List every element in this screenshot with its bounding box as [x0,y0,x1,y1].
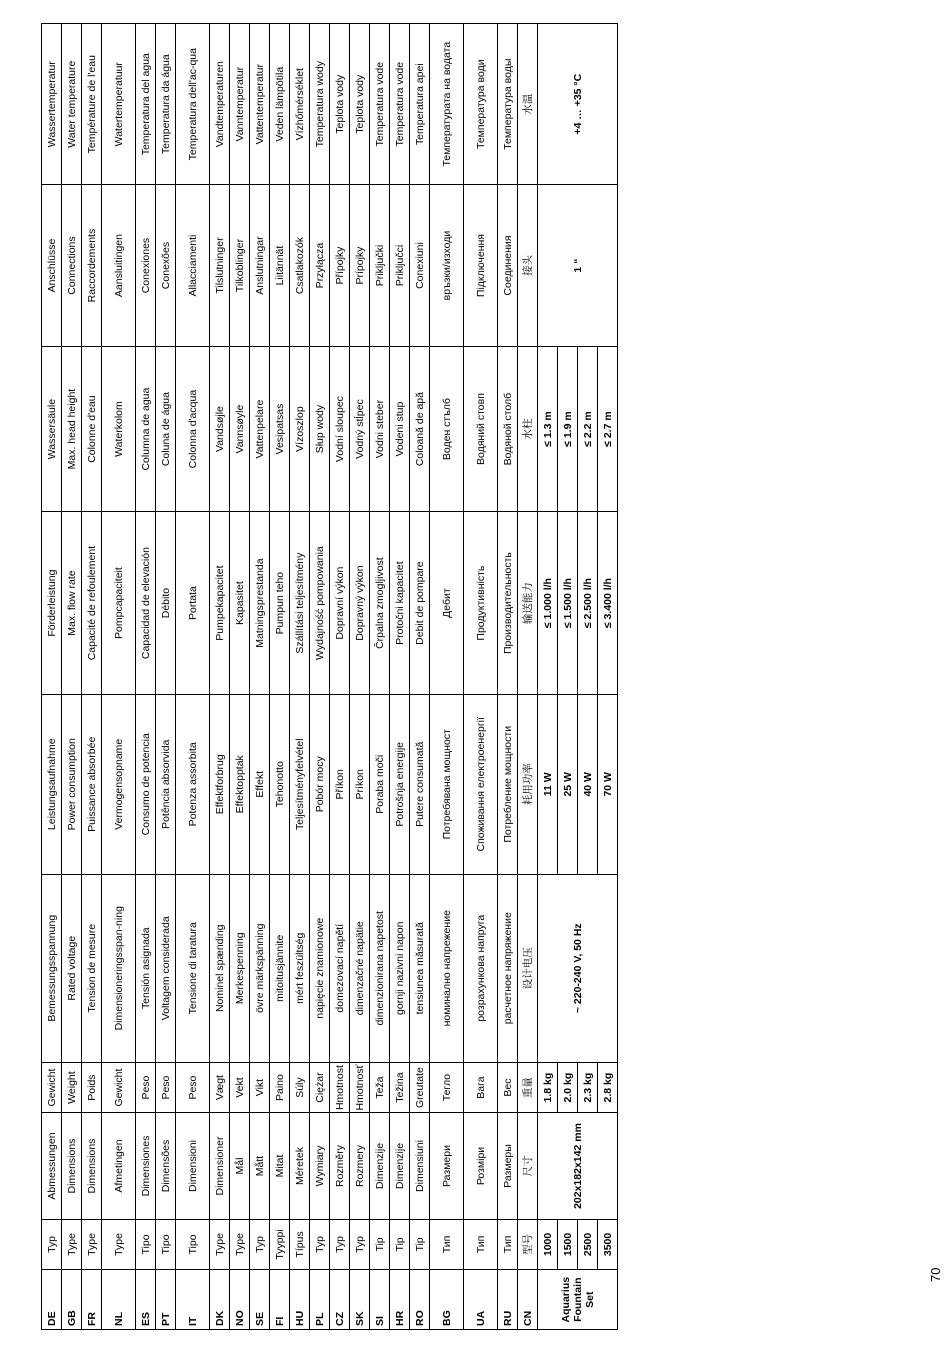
cell-type: Típus [290,1219,310,1270]
cell-type: 型号 [518,1219,538,1270]
cell-head: Coluna de água [156,346,176,512]
cell-type: Typ [250,1219,270,1270]
cell-voltage: dimenzionirana napetost [370,874,390,1062]
cell-head: Vodni steber [370,346,390,512]
row-gb [62,24,82,1330]
cell-flow: Max. flow rate [62,512,82,694]
cell-dimensions: Mått [250,1113,270,1219]
cell-voltage: Tension de mesure [82,874,102,1062]
cell-power: Potência absorvida [156,694,176,874]
cell-voltage: Tensión asignada [136,874,156,1062]
model-flow: ≤ 2.500 l/h [578,512,598,694]
cell-head: Colonne d'eau [82,346,102,512]
row-de [42,24,62,1330]
cell-flow: Дебит [430,512,464,694]
cell-power: 耗用功率 [518,694,538,874]
cell-power: Power consumption [62,694,82,874]
cell-power: Effekt [250,694,270,874]
cell-voltage: mért feszültség [290,874,310,1062]
cell-weight: Peso [176,1062,210,1113]
row-cz [330,24,350,1330]
cell-voltage: Voltagem considerada [156,874,176,1062]
row-hr [390,24,410,1330]
cell-flow: Dopravný výkon [350,512,370,694]
cell-dimensions: Afmetingen [102,1113,136,1219]
cell-power: Effektopptak [230,694,250,874]
cell-temperature: Temperatura wody [310,24,330,185]
cell-type: Tipo [156,1219,176,1270]
cell-head: Waterkolom [102,346,136,512]
cell-type: Type [102,1219,136,1270]
cell-power: Príkon [350,694,370,874]
cell-dimensions: 尺寸 [518,1113,538,1219]
row-ro [410,24,430,1330]
cell-voltage: Dimensioneringsspan-ning [102,874,136,1062]
cell-power: Effektforbrug [210,694,230,874]
model-type: 1500 [558,1219,578,1270]
cell-temperature: Vandtemperaturen [210,24,230,185]
cell-type: Tip [410,1219,430,1270]
cell-weight: Hmotnost [330,1062,350,1113]
cell-type: Typ [330,1219,350,1270]
cell-dimensions: Dimensiuni [410,1113,430,1219]
cell-weight: Greutate [410,1062,430,1113]
lang-code: DE [42,1270,62,1330]
cell-voltage: Bemessungsspannung [42,874,62,1062]
cell-type: Тип [430,1219,464,1270]
cell-temperature: Température de l'eau [82,24,102,185]
cell-flow: Capacité de refoulement [82,512,102,694]
cell-connections: Allacciamenti [176,185,210,346]
lang-code: RU [498,1270,518,1330]
product-connections: 1 “ [538,185,618,346]
cell-dimensions: Abmessungen [42,1113,62,1219]
cell-flow: Szállítási teljesítmény [290,512,310,694]
cell-flow: Črpalna zmogljivost [370,512,390,694]
cell-dimensions: Розміри [464,1113,498,1219]
cell-power: Puissance absorbée [82,694,102,874]
cell-weight: Peso [156,1062,176,1113]
cell-dimensions: Dimensioner [210,1113,230,1219]
cell-voltage: dimenzačné napätie [350,874,370,1062]
cell-dimensions: Dimenzije [370,1113,390,1219]
lang-code: IT [176,1270,210,1330]
cell-weight: Vekt [230,1062,250,1113]
cell-power: Споживання електроенергії [464,694,498,874]
cell-head: Coloană de apă [410,346,430,512]
cell-head: Воден стълб [430,346,464,512]
cell-type: Tipo [136,1219,156,1270]
row-it [176,24,210,1330]
cell-connections: Tilslutninger [210,185,230,346]
cell-dimensions: Rozměry [330,1113,350,1219]
cell-dimensions: Dimensiones [136,1113,156,1219]
technical-data-table [41,23,618,1330]
row-dk [210,24,230,1330]
cell-voltage: mitoitusjännite [270,874,290,1062]
lang-code: SE [250,1270,270,1330]
cell-head: Vattenpelare [250,346,270,512]
lang-code: SK [350,1270,370,1330]
cell-connections: Priključci [390,185,410,346]
cell-type: Tipo [176,1219,210,1270]
lang-code: FR [82,1270,102,1330]
cell-voltage: domezovací napětí [330,874,350,1062]
cell-temperature: Temperatura del agua [136,24,156,185]
lang-code: HR [390,1270,410,1330]
row-fi [270,24,290,1330]
cell-power: Потребявана мощност [430,694,464,874]
cell-flow: Capacidad de elevación [136,512,156,694]
cell-connections: Anschlüsse [42,185,62,346]
cell-voltage: Nominel spænding [210,874,230,1062]
model-weight: 2.0 kg [558,1062,578,1113]
lang-code: RO [410,1270,430,1330]
model-power: 25 W [558,694,578,874]
cell-dimensions: Méretek [290,1113,310,1219]
cell-voltage: 设计电压 [518,874,538,1062]
cell-weight: Тегло [430,1062,464,1113]
cell-temperature: Water temperature [62,24,82,185]
cell-connections: Přípojky [330,185,350,346]
cell-type: Type [210,1219,230,1270]
model-flow: ≤ 3.400 l/h [598,512,618,694]
lang-code: SI [370,1270,390,1330]
product-water-temperature: +4 … +35 °C [538,24,618,185]
model-type: 3500 [598,1219,618,1270]
cell-type: Tip [370,1219,390,1270]
cell-temperature: Wassertemperatur [42,24,62,185]
model-power: 70 W [598,694,618,874]
cell-connections: Liitännät [270,185,290,346]
cell-power: Potrošnja energije [390,694,410,874]
cell-type: Typ [310,1219,330,1270]
cell-head: Vodeni stup [390,346,410,512]
cell-type: Tyyppi [270,1219,290,1270]
cell-temperature: Watertemperatuur [102,24,136,185]
cell-flow: 输送能力 [518,512,538,694]
lang-code: HU [290,1270,310,1330]
lang-code: ES [136,1270,156,1330]
lang-code: DK [210,1270,230,1330]
cell-head: Водяной столб [498,346,518,512]
cell-dimensions: Dimensioni [176,1113,210,1219]
cell-head: Vízoszlop [290,346,310,512]
cell-connections: Conexões [156,185,176,346]
cell-power: Příkon [330,694,350,874]
cell-connections: Prípojky [350,185,370,346]
model-weight: 2.3 kg [578,1062,598,1113]
cell-power: Pobór mocy [310,694,330,874]
model-type: 2500 [578,1219,598,1270]
cell-head: Vodní sloupec [330,346,350,512]
page-number: 70 [928,1267,943,1282]
cell-temperature: Teplota vody [330,24,350,185]
cell-type: Type [230,1219,250,1270]
cell-temperature: Температура води [464,24,498,185]
cell-head: Słup wody [310,346,330,512]
cell-flow: Dopravní výkon [330,512,350,694]
cell-temperature: Temperatura vode [390,24,410,185]
row-ua [464,24,498,1330]
row-ru [498,24,518,1330]
lang-code: BG [430,1270,464,1330]
row-fr [82,24,102,1330]
cell-temperature: Температурата на водата [430,24,464,185]
cell-connections: Aansluitingen [102,185,136,346]
cell-temperature: Teplota vody [350,24,370,185]
cell-connections: Conexiones [136,185,156,346]
lang-code: FI [270,1270,290,1330]
cell-head: Wassersäule [42,346,62,512]
cell-voltage: gornji nazivni napon [390,874,410,1062]
cell-weight: Вес [498,1062,518,1113]
cell-temperature: Temperatura vode [370,24,390,185]
product-voltage: ~ 220-240 V, 50 Hz [538,874,618,1062]
cell-type: Тип [464,1219,498,1270]
cell-flow: Pumpun teho [270,512,290,694]
cell-weight: Peso [136,1062,156,1113]
cell-power: Потребление мощности [498,694,518,874]
row-no [230,24,250,1330]
model-power: 40 W [578,694,598,874]
model-type: 1000 [538,1219,558,1270]
cell-head: Vesipatsas [270,346,290,512]
product-name: Aquarius Fountain Set [538,1270,618,1330]
cell-connections: Соединения [498,185,518,346]
cell-weight: Вага [464,1062,498,1113]
cell-weight: Hmotnosť [350,1062,370,1113]
cell-head: Водяний стовп [464,346,498,512]
cell-connections: Przyłącza [310,185,330,346]
cell-type: Type [62,1219,82,1270]
cell-head: 水柱 [518,346,538,512]
lang-code: PT [156,1270,176,1330]
cell-connections: 接头 [518,185,538,346]
cell-head: Columna de agua [136,346,156,512]
model-flow: ≤ 1.000 l/h [538,512,558,694]
cell-dimensions: Rozmery [350,1113,370,1219]
cell-power: Putere consumată [410,694,430,874]
lang-code: GB [62,1270,82,1330]
cell-flow: Protočni kapacitet [390,512,410,694]
cell-head: Max. head height [62,346,82,512]
cell-dimensions: Dimensions [62,1113,82,1219]
cell-flow: Производительность [498,512,518,694]
cell-weight: Vikt [250,1062,270,1113]
model-weight: 2.8 kg [598,1062,618,1113]
lang-code: PL [310,1270,330,1330]
cell-temperature: Veden lämpötila [270,24,290,185]
row-se [250,24,270,1330]
cell-weight: Weight [62,1062,82,1113]
cell-weight: Ciężar [310,1062,330,1113]
cell-weight: Súly [290,1062,310,1113]
cell-weight: 重量 [518,1062,538,1113]
rotated-table-container [41,23,638,1330]
cell-dimensions: Dimenzije [390,1113,410,1219]
cell-dimensions: Mitat [270,1113,290,1219]
cell-temperature: Температура воды [498,24,518,185]
cell-power: Poraba moči [370,694,390,874]
cell-dimensions: Wymiary [310,1113,330,1219]
cell-flow: Debit de pompare [410,512,430,694]
row-hu [290,24,310,1330]
cell-type: Typ [350,1219,370,1270]
row-si [370,24,390,1330]
cell-temperature: Vattentemperatur [250,24,270,185]
row-es [136,24,156,1330]
model-power: 11 W [538,694,558,874]
cell-weight: Teža [370,1062,390,1113]
lang-code: NO [230,1270,250,1330]
cell-power: Vermogensopname [102,694,136,874]
cell-flow: Matningsprestanda [250,512,270,694]
model-head: ≤ 2.7 m [598,346,618,512]
cell-voltage: Rated voltage [62,874,82,1062]
cell-connections: Priključki [370,185,390,346]
lang-code: CZ [330,1270,350,1330]
cell-voltage: övre märkspänning [250,874,270,1062]
cell-flow: Wydajność pompowania [310,512,330,694]
lang-code: CN [518,1270,538,1330]
cell-type: Тип [498,1219,518,1270]
cell-voltage: Merkespenning [230,874,250,1062]
cell-power: Consumo de potencia [136,694,156,874]
cell-power: Tehonotto [270,694,290,874]
cell-power: Teljesítményfelvétel [290,694,310,874]
model-head: ≤ 1.9 m [558,346,578,512]
model-flow: ≤ 1.500 l/h [558,512,578,694]
cell-head: Vodný stĺpec [350,346,370,512]
cell-temperature: Vanntemperatur [230,24,250,185]
cell-flow: Pumpekapacitet [210,512,230,694]
cell-weight: Gewicht [42,1062,62,1113]
cell-weight: Poids [82,1062,102,1113]
cell-connections: връзки/изходи [430,185,464,346]
cell-flow: Kapasitet [230,512,250,694]
lang-code: UA [464,1270,498,1330]
model-head: ≤ 1.3 m [538,346,558,512]
lang-code: NL [102,1270,136,1330]
cell-voltage: tensiunea măsurată [410,874,430,1062]
model-head: ≤ 2.2 m [578,346,598,512]
cell-connections: Anslutningar [250,185,270,346]
cell-connections: Connections [62,185,82,346]
cell-connections: Tilkoblinger [230,185,250,346]
cell-power: Leistungsaufnahme [42,694,62,874]
cell-flow: Förderleistung [42,512,62,694]
cell-type: Type [82,1219,102,1270]
cell-power: Potenza assorbita [176,694,210,874]
row-cn [518,24,538,1330]
cell-voltage: Tensione di taratura [176,874,210,1062]
cell-flow: Débito [156,512,176,694]
model-row-1000 [538,24,558,1330]
cell-connections: Conexiuni [410,185,430,346]
cell-voltage: розрахункова напруга [464,874,498,1062]
cell-flow: Продуктивність [464,512,498,694]
cell-temperature: Temperatura apei [410,24,430,185]
cell-connections: Підключення [464,185,498,346]
cell-voltage: номинално напрежение [430,874,464,1062]
cell-dimensions: Размери [430,1113,464,1219]
cell-type: Tip [390,1219,410,1270]
cell-head: Colonna d'acqua [176,346,210,512]
row-pt [156,24,176,1330]
row-bg [430,24,464,1330]
cell-weight: Gewicht [102,1062,136,1113]
row-sk [350,24,370,1330]
cell-weight: Težina [390,1062,410,1113]
product-dimensions: 202x182x142 mm [538,1113,618,1219]
cell-connections: Csatlakozók [290,185,310,346]
cell-head: Vandsøjle [210,346,230,512]
row-nl [102,24,136,1330]
cell-voltage: расчетное напряжение [498,874,518,1062]
cell-dimensions: Dimensões [156,1113,176,1219]
cell-flow: Pompcapaciteit [102,512,136,694]
cell-weight: Vægt [210,1062,230,1113]
cell-dimensions: Размеры [498,1113,518,1219]
cell-dimensions: Mål [230,1113,250,1219]
cell-connections: Raccordements [82,185,102,346]
cell-voltage: napięcie znamionowe [310,874,330,1062]
cell-temperature: Vízhőmérséklet [290,24,310,185]
cell-weight: Paino [270,1062,290,1113]
cell-type: Typ [42,1219,62,1270]
cell-dimensions: Dimensions [82,1113,102,1219]
row-pl [310,24,330,1330]
cell-temperature: Temperatura da água [156,24,176,185]
cell-head: Vannsøyle [230,346,250,512]
cell-temperature: 水温 [518,24,538,185]
model-weight: 1.8 kg [538,1062,558,1113]
cell-temperature: Temperatura dell'ac-qua [176,24,210,185]
cell-flow: Portata [176,512,210,694]
